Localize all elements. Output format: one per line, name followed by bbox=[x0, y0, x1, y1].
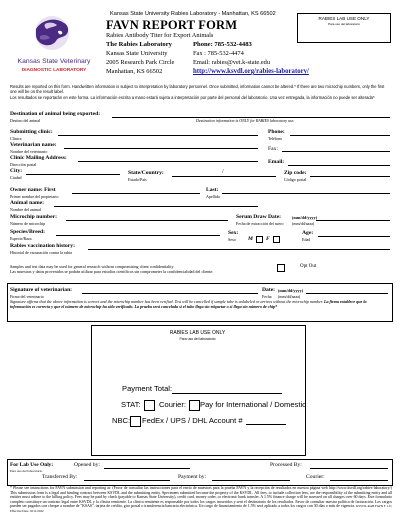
lab-courier-field[interactable] bbox=[330, 480, 388, 481]
signature-label-es: Firma del veterinario bbox=[10, 294, 44, 299]
owner-last-label: Last: bbox=[206, 187, 219, 193]
sex-label-es: Sexo bbox=[228, 237, 236, 242]
transferred-by-field[interactable] bbox=[84, 480, 170, 481]
submitting-clinic-label: Submitting clinic: bbox=[10, 129, 53, 135]
age-field[interactable] bbox=[318, 236, 390, 237]
payment-total-label: Payment Total: bbox=[122, 384, 173, 393]
animal-name-field[interactable] bbox=[54, 206, 258, 207]
lab-courier-label: Courier: bbox=[306, 474, 325, 480]
form-subtitle: Rabies Antibody Titer for Export Animals bbox=[106, 32, 214, 39]
state-country-slash: / bbox=[222, 169, 224, 175]
sex-f-label: F bbox=[266, 236, 270, 242]
microchip-label-es: Número de microchip bbox=[10, 221, 46, 226]
signature-date-field[interactable] bbox=[306, 293, 388, 294]
owner-last-field[interactable] bbox=[222, 193, 390, 194]
fedex-account-field[interactable] bbox=[246, 424, 286, 425]
animal-name-label-es: Nombre del animal bbox=[10, 207, 41, 212]
vacc-history-label-es: Historial de vacunación contra la rabia bbox=[10, 250, 72, 255]
sex-m-label: M bbox=[248, 236, 253, 242]
serum-date-field[interactable] bbox=[316, 220, 390, 221]
lab-name: The Rabies Laboratory bbox=[106, 41, 172, 48]
mailing-address-field[interactable] bbox=[78, 161, 258, 162]
lab-use-box-header-line1: RABIES LAB USE ONLY bbox=[318, 16, 370, 21]
owner-first-field[interactable] bbox=[72, 193, 200, 194]
species-label: Species/Breed: bbox=[10, 229, 46, 235]
sex-m-checkbox[interactable] bbox=[256, 236, 263, 243]
signature-affirm-es: La firma establece que la información es correcta y que el número de microchip ha sido verificado. La prueba será cancelada si el tubo llega sin etiquetar o si llega sin número de chip* bbox=[10, 299, 367, 309]
lab-only-title-es: Para uso del laboratorio bbox=[10, 469, 43, 473]
city-field[interactable] bbox=[26, 174, 120, 175]
processed-by-label: Processed By: bbox=[270, 462, 302, 468]
destination-label-es: Destino del animal bbox=[10, 118, 41, 123]
form-title: FAVN REPORT FORM bbox=[106, 18, 238, 32]
clinic-phone-label: Phone: bbox=[268, 129, 285, 135]
vet-name-label-es: Nombre del veterinario bbox=[10, 149, 48, 154]
optout-label: Opt Out bbox=[300, 264, 317, 269]
mailing-address-label: Clinic Mailing Address: bbox=[10, 155, 67, 161]
serum-date-label-es: Fecha de extracción del suero bbox=[236, 221, 284, 226]
fedex-account-label: FedEx / UPS / DHL Account # bbox=[142, 416, 243, 425]
opened-by-label: Opened by: bbox=[74, 462, 100, 468]
species-field[interactable] bbox=[56, 235, 220, 236]
serum-date-label: Serum Draw Date: bbox=[236, 214, 282, 220]
city-label-es: Ciudad bbox=[10, 175, 22, 180]
signature-date-label: Date: bbox=[262, 287, 276, 293]
zip-field[interactable] bbox=[310, 176, 390, 177]
zip-label-es: Código postal bbox=[284, 177, 307, 182]
payment-by-label: Payment by: bbox=[178, 474, 207, 480]
destination-label: Destination of animal being exported: bbox=[10, 111, 101, 117]
notice-es: Los resultados se reportarán en este forma. La información escrita a mano estará sujeta a interpretación por parte del personal del laboratorio. Una vez entregada, la información no puede ser alterada* bbox=[10, 95, 375, 100]
clinic-fax-field[interactable] bbox=[282, 151, 390, 152]
owner-first-label: Owner name: First bbox=[10, 187, 56, 193]
footer-text: * Please see instructions for FAVN submission and reporting at: (Favor de consultar las instrucciones para el envío de muestras para la prueba FAVN y la recepción de resultados en nuestra página web http://www.ksvdl.org/rabies-laboratory/) This submission form is a legal and binding contract between KSVDL and the submitting entity. Specimens submitted become the property of the KSVDL. All fees, to include collection fees, are the responsibility of the submitting entity and all entities must adhere to the billing policy. Fees may be paid by check (payable to Kansas State University), credit card, money order, or electronic bank transfer. A 1.5% finance charge will be assessed on all charges over 60 days. Este formulario completo constituye un contrato legal entre KSVDL y la clínica remitente. La clínica remitente es responsable por todos los cargos incurridos y será el destinatario de los resultados. Favor de consultar nuestra política de facturación. Los cargos pueden ser pagados con cheque a nombre de "KSAS", tarjeta de crédito, giro postal o transferencia bancaria electrónica. Un cargo de financiamiento de 1.5% será aplicado a todos los cargos con 30 días o más de vigencia. bbox=[10, 486, 392, 509]
nbc-checkbox[interactable] bbox=[130, 416, 141, 427]
university: Kansas State University bbox=[106, 50, 168, 57]
signature-field[interactable] bbox=[82, 293, 258, 294]
serum-date-format: (mm/dd/yyyy) bbox=[292, 215, 318, 220]
logo-line1: Kansas State Veterinary bbox=[17, 58, 91, 65]
notice-en: Results are reported on this form. Handwritten information is subject to interpretation by laboratory personnel. Once submitted, information cannot be altered.* If there are two microchip numbers, only the first one will be on the result label. bbox=[10, 84, 385, 94]
lab-only-title: For Lab Use Only: bbox=[10, 462, 54, 468]
vet-name-field[interactable] bbox=[64, 148, 258, 149]
signature-label: Signature of veterinarian: bbox=[10, 287, 73, 293]
courier-label: Courier: bbox=[159, 400, 187, 409]
signature-affirm-en: Signature affirms that the above information is correct and the microchip number has been verified. Test will be cancelled if sample tube is unlabeled or arrives without the microchip number. bbox=[10, 299, 323, 304]
payment-total-field[interactable] bbox=[172, 393, 282, 394]
destination-note: Destination information is ONLY for RABIES laboratory use. bbox=[196, 118, 295, 123]
processed-by-field[interactable] bbox=[310, 468, 388, 469]
clinic-phone-label-es: Teléfono bbox=[268, 136, 283, 141]
ksvdl-logo bbox=[10, 13, 98, 83]
signature-date-format-es: (mm/dd/aaaa) bbox=[278, 294, 301, 299]
species-label-es: Especie/Raza bbox=[10, 236, 32, 241]
lab-fax: Fax : 785-532-4474 bbox=[193, 50, 244, 57]
signature-date-label-es: Fecha bbox=[262, 294, 272, 299]
lab-use-box-header-line2: Para uso del laboratorio bbox=[328, 22, 360, 26]
owner-first-label-es: Primer nombre del propietario bbox=[10, 194, 59, 199]
header-address-line: Kansas State University Rabies Laboratory - Manhattan, KS 66502 bbox=[110, 11, 276, 17]
footer-version: KSVDL-RAB FAVN F 1.0 | Effective Date 10/11/2022 bbox=[10, 504, 392, 513]
opened-by-field[interactable] bbox=[104, 468, 190, 469]
courier-text: Pay for International / Domestic bbox=[200, 400, 306, 409]
state-country-label: State/Country: bbox=[128, 170, 164, 176]
footer-instructions bbox=[10, 486, 392, 514]
state-country-field[interactable] bbox=[172, 176, 276, 177]
animal-name-label: Animal name: bbox=[10, 200, 45, 206]
age-label-es: Edad bbox=[302, 237, 311, 242]
optout-text-en: Samples and test data may be used for general research without compromising client confidentiality bbox=[10, 264, 174, 269]
age-label: Age: bbox=[302, 230, 314, 236]
nbc-label: NBC: bbox=[112, 416, 131, 425]
signature-date-format: (mm/dd/yyyy) bbox=[278, 288, 304, 293]
state-country-label-es: Estado/País bbox=[128, 177, 147, 182]
submitting-clinic-field[interactable] bbox=[58, 135, 258, 136]
stat-label: STAT: bbox=[121, 400, 141, 409]
clinic-fax-label: Fax: bbox=[268, 146, 278, 152]
microchip-field[interactable] bbox=[66, 220, 228, 221]
clinic-email-label: Email: bbox=[268, 159, 285, 165]
city-label: City: bbox=[10, 168, 23, 174]
vet-name-label: Veterinarian name: bbox=[10, 142, 57, 148]
payment-by-field[interactable] bbox=[212, 480, 290, 481]
zip-label: Zip code: bbox=[284, 170, 307, 176]
owner-last-label-es: Apellido bbox=[206, 194, 220, 199]
vacc-history-field[interactable] bbox=[88, 249, 390, 250]
optout-checkbox[interactable] bbox=[277, 264, 285, 272]
mailing-address-label-es: Dirección postal bbox=[10, 162, 37, 167]
rabies-lab-use-title: RABIES LAB USE ONLY bbox=[169, 330, 226, 336]
lab-website-link[interactable]: http://www.ksvdl.org/rabies-laboratory/ bbox=[193, 68, 309, 75]
street-address: 2005 Research Park Circle bbox=[106, 59, 175, 66]
clinic-phone-field[interactable] bbox=[290, 135, 390, 136]
lab-use-box-header bbox=[297, 13, 391, 43]
rabies-lab-use-subtitle: Para uso del laboratorio bbox=[179, 337, 216, 341]
serum-date-format-es: (mm/dd/aaaa) bbox=[292, 221, 315, 226]
vacc-history-label: Rabies vaccination history: bbox=[10, 243, 75, 249]
signature-affirmation bbox=[10, 299, 388, 309]
transferred-by-label: Transferred By: bbox=[42, 474, 78, 480]
sex-label: Sex: bbox=[228, 230, 239, 236]
lab-phone: Phone: 785-532-4483 bbox=[193, 41, 252, 48]
clinic-email-field[interactable] bbox=[288, 165, 390, 166]
courier-checkbox[interactable] bbox=[189, 400, 200, 411]
optout-text-es: Las muestras y datos provenidos se podrán utilizar para estudios científicos sin comprometer la confidencialidad del cliente. bbox=[10, 269, 214, 274]
lab-email: Email: rabies@vet.k-state.edu bbox=[193, 59, 271, 66]
sex-f-checkbox[interactable] bbox=[273, 236, 280, 243]
logo-line2: DIAGNOSTIC LABORATORY bbox=[21, 68, 87, 73]
lab-only-section bbox=[7, 459, 393, 486]
city-address: Manhattan, KS 66502 bbox=[106, 68, 163, 75]
microchip-label: Microchip number: bbox=[10, 214, 57, 220]
stat-checkbox[interactable] bbox=[144, 400, 155, 411]
submitting-clinic-label-es: Clínica bbox=[10, 136, 22, 141]
